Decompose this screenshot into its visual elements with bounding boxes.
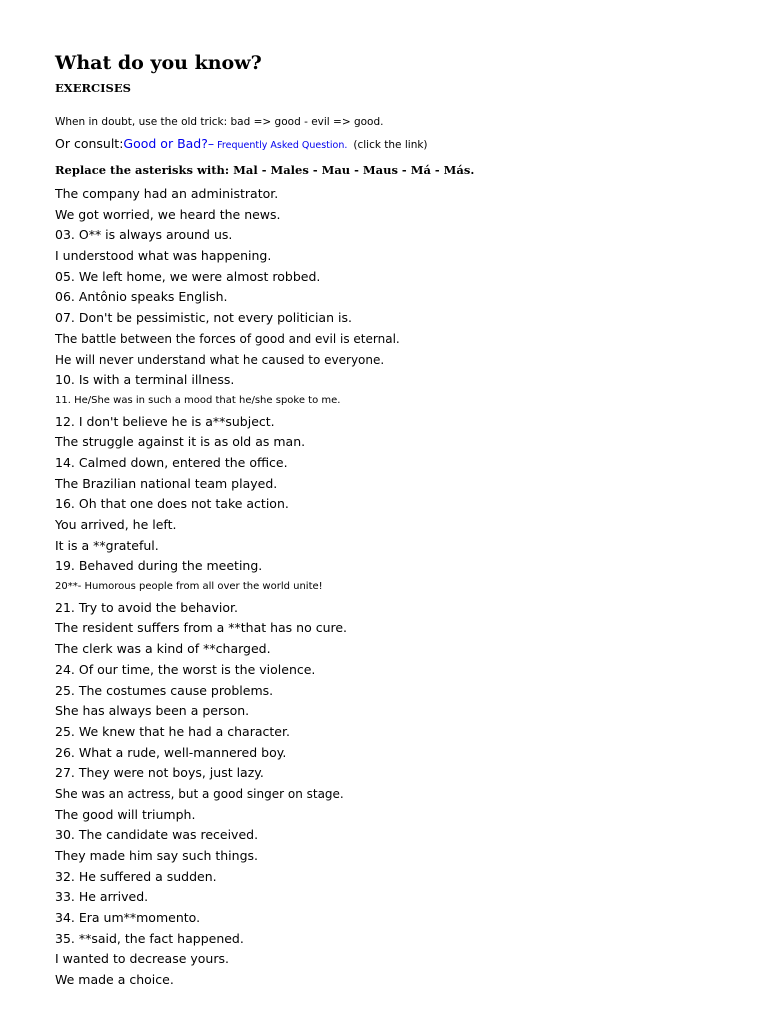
exercise-item: 10. Is with a terminal illness. <box>55 372 235 388</box>
exercise-item: 14. Calmed down, entered the office. <box>55 454 288 470</box>
exercise-item: You arrived, he left. <box>55 517 177 532</box>
exercise-item: 21. Try to avoid the behavior. <box>55 599 238 615</box>
exercise-item: The good will triumph. <box>55 806 196 822</box>
exercise-item: 34. Era um**momento. <box>55 910 201 926</box>
consult-prefix: Or consult: <box>55 136 124 151</box>
exercise-item: The battle between the forces of good and evil is eternal. <box>55 331 400 346</box>
exercise-item: The company had an administrator. <box>55 186 279 201</box>
exercise-item: 07. Don't be pessimistic, not every politician is. <box>55 310 352 326</box>
exercise-item: The resident suffers from a **that has no cure. <box>55 620 348 636</box>
exercise-item: 25. The costumes cause problems. <box>55 682 274 698</box>
consult-line <box>55 135 428 155</box>
exercise-item: We made a choice. <box>55 972 174 988</box>
section-heading: EXERCISES <box>55 81 131 95</box>
exercise-list <box>55 184 400 991</box>
faq-link[interactable]: Frequently Asked Question. <box>217 140 348 151</box>
exercise-item: 35. **said, the fact happened. <box>55 930 244 946</box>
exercise-item: 27. They were not boys, just lazy. <box>55 765 264 781</box>
exercise-item: 32. He suffered a sudden. <box>55 868 217 884</box>
exercise-item: She was an actress, but a good singer on stage. <box>55 786 344 801</box>
exercise-item: 05. We left home, we were almost robbed. <box>55 268 321 284</box>
exercise-item: 26. What a rude, well-mannered boy. <box>55 744 287 760</box>
exercise-item: 16. Oh that one does not take action. <box>55 496 289 512</box>
exercise-item: 06. Antônio speaks English. <box>55 289 228 305</box>
exercise-item: The clerk was a kind of **charged. <box>55 641 271 657</box>
exercise-item: 11. He/She was in such a mood that he/she spoke to me. <box>55 394 341 406</box>
exercise-item: 03. O** is always around us. <box>55 227 233 243</box>
exercise-item: 20**- Humorous people from all over the world unite! <box>55 581 323 593</box>
page-title: What do you know? <box>55 52 262 74</box>
exercise-item: He will never understand what he caused to everyone. <box>55 352 385 367</box>
exercise-item: I wanted to decrease yours. <box>55 951 229 967</box>
exercise-item: I understood what was happening. <box>55 248 272 264</box>
exercise-item: 25. We knew that he had a character. <box>55 723 290 739</box>
exercise-item: She has always been a person. <box>55 703 250 719</box>
exercise-item: They made him say such things. <box>55 848 258 863</box>
exercise-item: 12. I don't believe he is a**subject. <box>55 413 275 429</box>
exercise-item: 24. Of our time, the worst is the violence. <box>55 661 316 677</box>
exercise-item: 30. The candidate was received. <box>55 827 259 843</box>
instruction-text: Replace the asterisks with: Mal - Males - Mau - Maus - Má - Más. <box>55 163 475 177</box>
exercise-item: It is a **grateful. <box>55 537 159 553</box>
exercise-item: We got worried, we heard the news. <box>55 206 281 222</box>
exercise-item: The Brazilian national team played. <box>55 475 278 491</box>
good-or-bad-link[interactable]: Good or Bad?– <box>123 136 215 151</box>
exercise-item: 19. Behaved during the meeting. <box>55 558 263 574</box>
exercise-item: The struggle against it is as old as man. <box>55 434 306 450</box>
exercise-item: 33. He arrived. <box>55 889 149 905</box>
click-link-note: (click the link) <box>353 139 428 151</box>
hint-text: When in doubt, use the old trick: bad => good - evil => good. <box>55 116 384 128</box>
